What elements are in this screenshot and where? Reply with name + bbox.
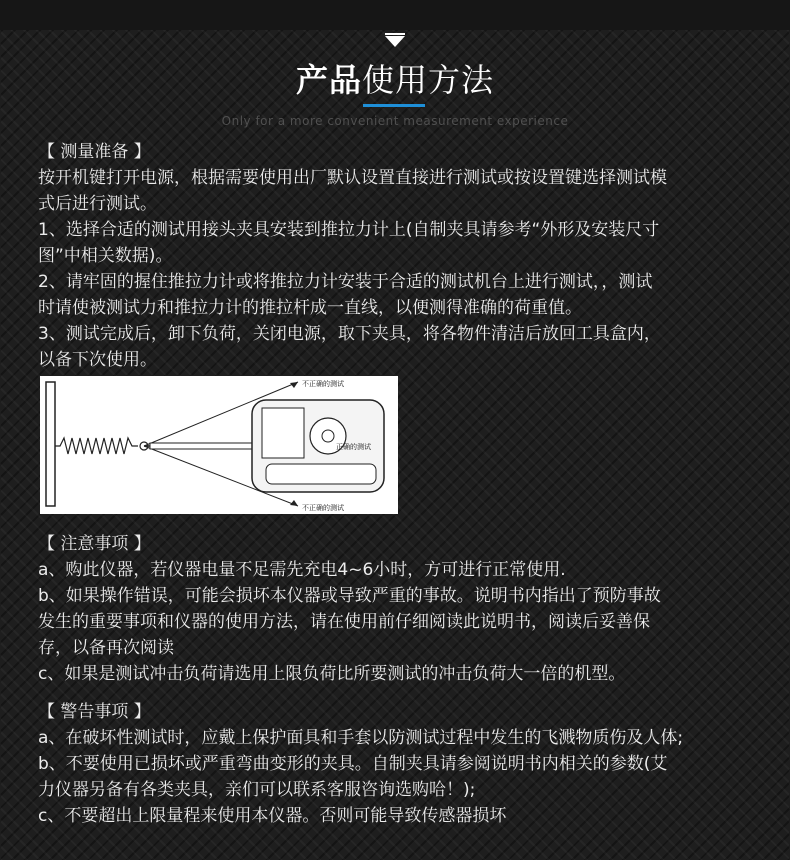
preparation-line: 时请使被测试力和推拉力计的推拉杆成一直线，以便测得准确的荷重值。	[38, 298, 582, 318]
preparation-section	[38, 139, 778, 373]
page-title-bold: 产品	[295, 61, 362, 99]
title-underline	[363, 104, 425, 107]
page-subtitle: Only for a more convenient measurement experience	[221, 114, 569, 128]
gauge-display	[262, 408, 304, 458]
notes-line: b、如果操作错误，可能会损坏本仪器或导致严重的事故。说明书内指出了预防事故	[38, 586, 661, 606]
page-title-rest: 使用方法	[362, 61, 495, 99]
preparation-line: 图”中相关数据)。	[38, 246, 173, 266]
gauge-center-button	[322, 430, 334, 442]
wall-plate	[46, 382, 55, 506]
page-title	[0, 58, 790, 102]
label-incorrect-top: 不正确的测试	[302, 380, 344, 388]
notes-line: 存，以备再次阅读	[38, 638, 174, 658]
warnings-line: 力仪器另备有各类夹具，亲们可以联系客服咨询选购哈！);	[38, 780, 476, 800]
warnings-line: a、在破坏性测试时，应戴上保护面具和手套以防测试过程中发生的飞溅物质伤及人体;	[38, 728, 684, 748]
preparation-line: 式后进行测试。	[38, 194, 157, 214]
preparation-line: 1、选择合适的测试用接头夹具安装到推拉力计上(自制夹具请参考“外形及安装尺寸	[38, 220, 660, 240]
preparation-line: 以备下次使用。	[38, 350, 157, 370]
warnings-section	[38, 699, 778, 829]
notes-heading: 【 注意事项 】	[38, 534, 151, 554]
down-arrow-bar	[385, 33, 405, 35]
preparation-line: 3、测试完成后，卸下负荷，关闭电源，取下夹具，将各物件清洁后放回工具盒内，	[38, 324, 661, 344]
down-arrow-icon	[385, 36, 405, 47]
notes-line: c、如果是测试冲击负荷请选用上限负荷比所要测试的冲击负荷大一倍的机型。	[38, 664, 626, 684]
label-incorrect-bottom: 不正确的测试	[302, 504, 344, 512]
diagram-svg	[40, 376, 398, 514]
notes-section	[38, 531, 778, 687]
spring	[55, 438, 138, 454]
warnings-line: b、不要使用已损坏或严重弯曲变形的夹具。自制夹具请参阅说明书内相关的参数(艾	[38, 754, 668, 774]
preparation-line: 2、请牢固的握住推拉力计或将推拉力计安装于合适的测试机台上进行测试，，测试	[38, 272, 653, 292]
top-bar	[0, 0, 790, 30]
notes-line: a、购此仪器，若仪器电量不足需先充电4~6小时，方可进行正常使用.	[38, 560, 566, 580]
notes-line: 发生的重要事项和仪器的使用方法，请在使用前仔细阅读此说明书，阅读后妥善保	[38, 612, 650, 632]
gauge-grip	[266, 464, 376, 484]
preparation-line: 按开机键打开电源，根据需要使用出厂默认设置直接进行测试或按设置键选择测试模	[38, 168, 667, 188]
test-direction-diagram	[40, 376, 398, 514]
push-rod	[150, 443, 260, 449]
warnings-heading: 【 警告事项 】	[38, 702, 151, 722]
preparation-heading: 【 测量准备 】	[38, 142, 151, 162]
label-correct: 正确的测试	[336, 443, 371, 451]
warnings-line: c、不要超出上限量程来使用本仪器。否则可能导致传感器损坏	[38, 806, 507, 826]
